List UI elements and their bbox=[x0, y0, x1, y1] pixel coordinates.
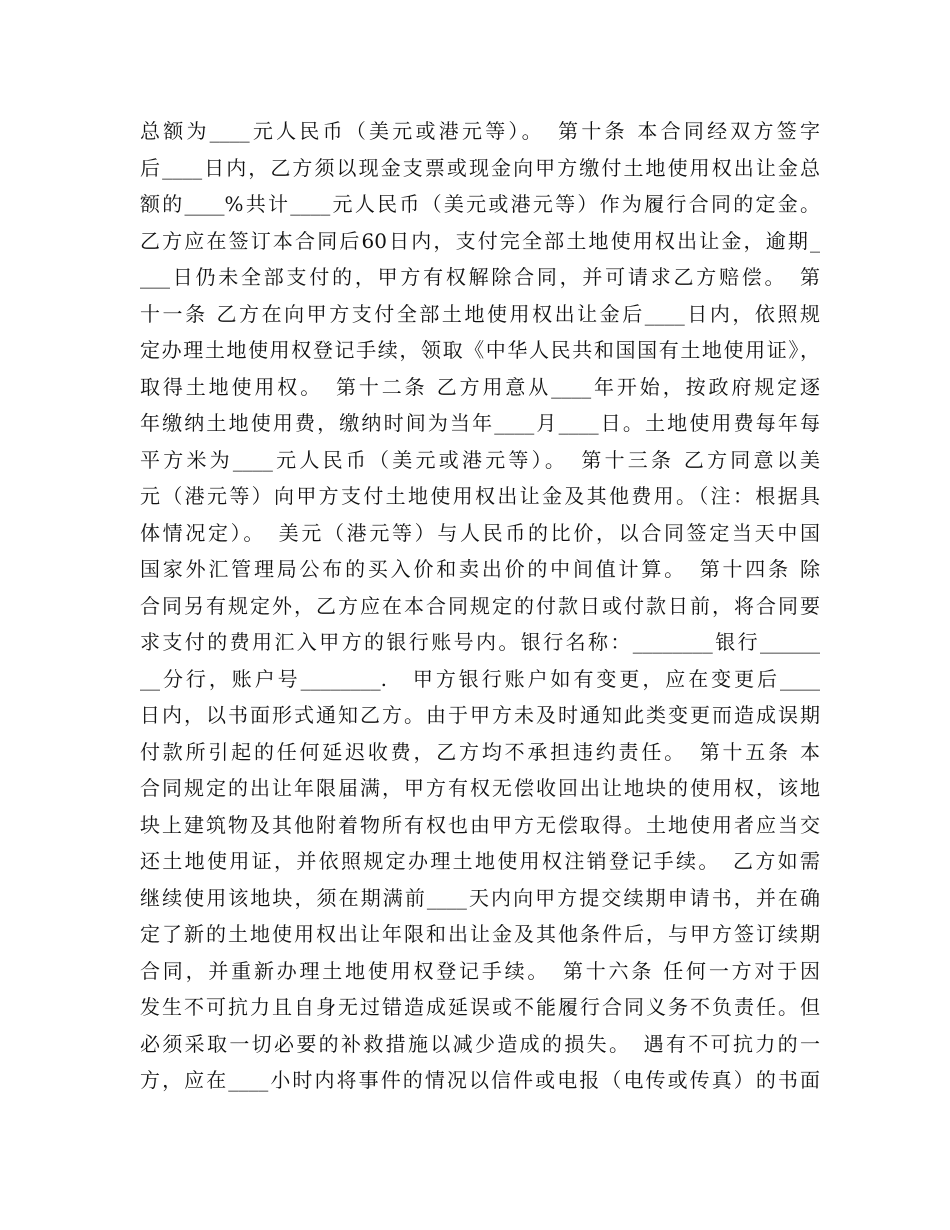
text-line: 后____日内，乙方须以现金支票或现金向甲方缴付土地使用权出让金总 bbox=[140, 155, 820, 180]
text-line: 乙方应在签订本合同后60日内，支付完全部土地使用权出让金，逾期_ bbox=[140, 228, 820, 253]
text-line: 体情况定）。 美元（港元等）与人民币的比价，以合同签定当天中国 bbox=[140, 520, 820, 545]
text-line: 日内，以书面形式通知乙方。由于甲方未及时通知此类变更而造成误期 bbox=[140, 703, 820, 727]
text-line: 定办理土地使用权登记手续，领取《中华人民共和国国有土地使用证》， bbox=[140, 338, 820, 362]
text-line: 总额为____元人民币（美元或港元等）。 第十条 本合同经双方签字 bbox=[140, 119, 820, 143]
text-line: 必须采取一切必要的补救措施以减少造成的损失。 遇有不可抗力的一 bbox=[140, 1031, 820, 1056]
text-line: 方，应在____小时内将事件的情况以信件或电报（电传或传真）的书面 bbox=[140, 1068, 820, 1092]
text-line: 继续使用该地块，须在期满前____天内向甲方提交续期申请书，并在确 bbox=[140, 885, 820, 910]
text-line: 合同，并重新办理土地使用权登记手续。 第十六条 任何一方对于因 bbox=[140, 958, 820, 983]
contract-body-text bbox=[140, 113, 820, 1099]
text-line: 合同另有规定外，乙方应在本合同规定的付款日或付款日前，将合同要 bbox=[140, 593, 820, 618]
text-line: 付款所引起的任何延迟收费，乙方均不承担违约责任。 第十五条 本 bbox=[140, 739, 820, 764]
text-line: 年缴纳土地使用费，缴纳时间为当年____月____日。土地使用费每年每 bbox=[140, 411, 820, 435]
text-line: 还土地使用证，并依照规定办理土地使用权注销登记手续。 乙方如需 bbox=[140, 849, 820, 873]
text-line: 定了新的土地使用权出让年限和出让金及其他条件后，与甲方签订续期 bbox=[140, 922, 820, 946]
text-line: 块上建筑物及其他附着物所有权也由甲方无偿取得。土地使用者应当交 bbox=[140, 812, 820, 837]
text-line: 求支付的费用汇入甲方的银行账号内。银行名称：________银行______ bbox=[140, 630, 820, 654]
text-line: 额的____%共计____元人民币（美元或港元等）作为履行合同的定金。 bbox=[140, 192, 820, 216]
text-line: 十一条 乙方在向甲方支付全部土地使用权出让金后____日内，依照规 bbox=[140, 301, 820, 326]
text-line: 国家外汇管理局公布的买入价和卖出价的中间值计算。 第十四条 除 bbox=[140, 557, 820, 581]
text-line: ___日仍未全部支付的，甲方有权解除合同，并可请求乙方赔偿。 第 bbox=[140, 265, 820, 289]
text-line: 发生不可抗力且自身无过错造成延误或不能履行合同义务不负责任。但 bbox=[140, 995, 820, 1019]
text-line: __分行，账户号________. 甲方银行账户如有变更，应在变更后____ bbox=[140, 666, 820, 691]
text-line: 元（港元等）向甲方支付土地使用权出让金及其他费用。（注：根据具 bbox=[140, 484, 820, 508]
text-line: 取得土地使用权。 第十二条 乙方用意从____年开始，按政府规定逐 bbox=[140, 374, 820, 399]
text-line: 合同规定的出让年限届满，甲方有权无偿收回出让地块的使用权，该地 bbox=[140, 776, 820, 800]
text-line: 平方米为____元人民币（美元或港元等）。 第十三条 乙方同意以美 bbox=[140, 447, 820, 472]
